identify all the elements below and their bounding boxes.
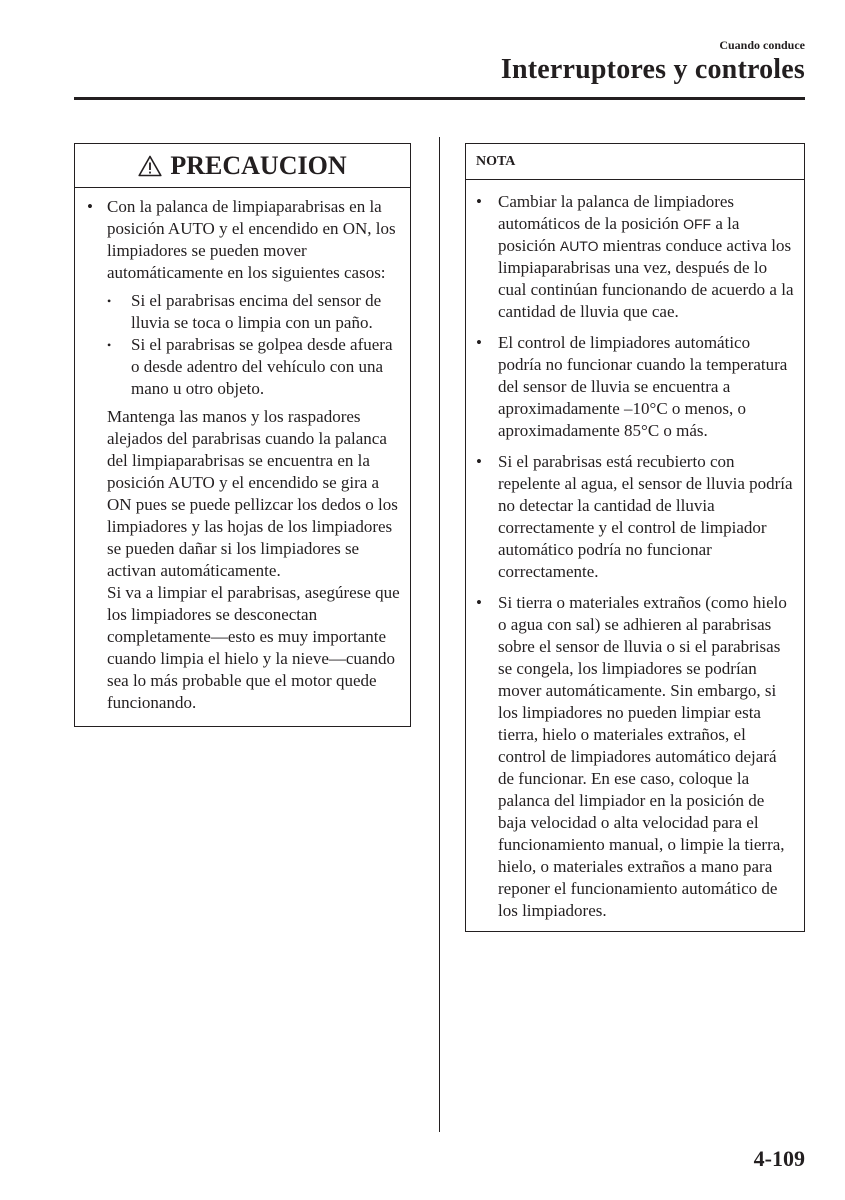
caution-bullet <box>87 196 400 284</box>
note-item-text: Si el parabrisas está recubierto con repelente al agua, el sensor de lluvia podría no detectar la cantidad de lluvia correctamente y el control de limpiador automático podría no funcionar correctamente. <box>498 452 793 581</box>
caution-sub-item-text: Si el parabrisas se golpea desde afuera o desde adentro del vehículo con una mano u otro objeto. <box>131 335 393 398</box>
page-number: 4-109 <box>753 1146 805 1171</box>
header-section: Cuando conduce <box>719 38 805 52</box>
caution-title: PRECAUCION <box>170 150 347 180</box>
caution-bullet-text: Con la palanca de limpiaparabrisas en la posición AUTO y el encendido en ON, los limpiadores se pueden mover automáticamente en los siguientes casos: <box>107 197 396 282</box>
bullet-mark: • <box>476 333 482 352</box>
note-item-text: El control de limpiadores automático podría no funcionar cuando la temperatura del sensor de lluvia se encuentra a aproximadamente –10°C o menos, o aproximadamente 85°C o más. <box>498 333 788 440</box>
note-item <box>476 332 796 442</box>
sub-bullet-mark: • <box>107 294 112 308</box>
bullet-mark: • <box>476 192 482 211</box>
note-item <box>476 191 796 323</box>
note-item-text: Si tierra o materiales extraños (como hielo o agua con sal) se adhieren al parabrisas sobre el sensor de lluvia o si el parabrisas se congela, los limpiadores se podrían mover automáticamente. Sin embargo, si los limpiadores no pueden limpiar esta tierra, hielo o materiales extraños, el control de limpiadores automático dejará de funcionar. En ese caso, coloque la palanca del limpiador en la posición de baja velocidad o alta velocidad para el funcionamiento manual, o limpie la tierra, hielo, o materiales extraños a mano para reponer el funcionamiento automático de los limpiadores. <box>498 593 787 920</box>
caution-paragraph: Mantenga las manos y los raspadores alejados del parabrisas cuando la palanca del limpiaparabrisas se encuentra en la posición AUTO y el encendido se gira a ON pues se puede pellizcar los dedos o los limpiadores y las hojas de los limpiadores se pueden dañar si los limpiadores se activan automáticamente. <box>107 407 398 580</box>
switch-auto-label: AUTO <box>559 238 599 254</box>
note-text-part: mientras conduce activa los limpiaparabrisas una vez, después de lo cual continúan funcionando de acuerdo a la cantidad de lluvia que cae. <box>498 236 794 321</box>
bullet-mark: • <box>87 197 93 216</box>
switch-off-label: OFF <box>683 216 712 232</box>
warning-triangle-icon <box>138 155 162 177</box>
caution-sub-list <box>107 290 400 400</box>
caution-body <box>75 188 410 726</box>
note-header: NOTA <box>466 144 804 180</box>
note-box <box>465 143 805 932</box>
caution-header <box>75 144 410 188</box>
note-text-part: a la posición <box>498 214 740 255</box>
caution-box <box>74 143 411 727</box>
caution-sub-item <box>107 290 400 334</box>
sub-bullet-mark: • <box>107 338 112 352</box>
page-title: Interruptores y controles <box>500 54 805 85</box>
note-body <box>466 180 804 931</box>
caution-sub-item-text: Si el parabrisas encima del sensor de lluvia se toca o limpia con un paño. <box>131 291 382 332</box>
bullet-mark: • <box>476 593 482 612</box>
caution-paragraph: Si va a limpiar el parabrisas, asegúrese que los limpiadores se desconectan completamente―esto es muy importante cuando limpia el hielo y la nieve―cuando sea lo más probable que el motor quede funcionando. <box>107 583 400 712</box>
note-item <box>476 592 796 922</box>
column-divider <box>439 137 440 1132</box>
header-rule <box>74 97 805 100</box>
note-text-part: Cambiar la palanca de limpiadores automáticos de la posición <box>498 192 735 233</box>
note-item-text <box>498 191 796 323</box>
caution-sub-item <box>107 334 400 400</box>
bullet-mark: • <box>476 452 482 471</box>
note-item <box>476 451 796 583</box>
